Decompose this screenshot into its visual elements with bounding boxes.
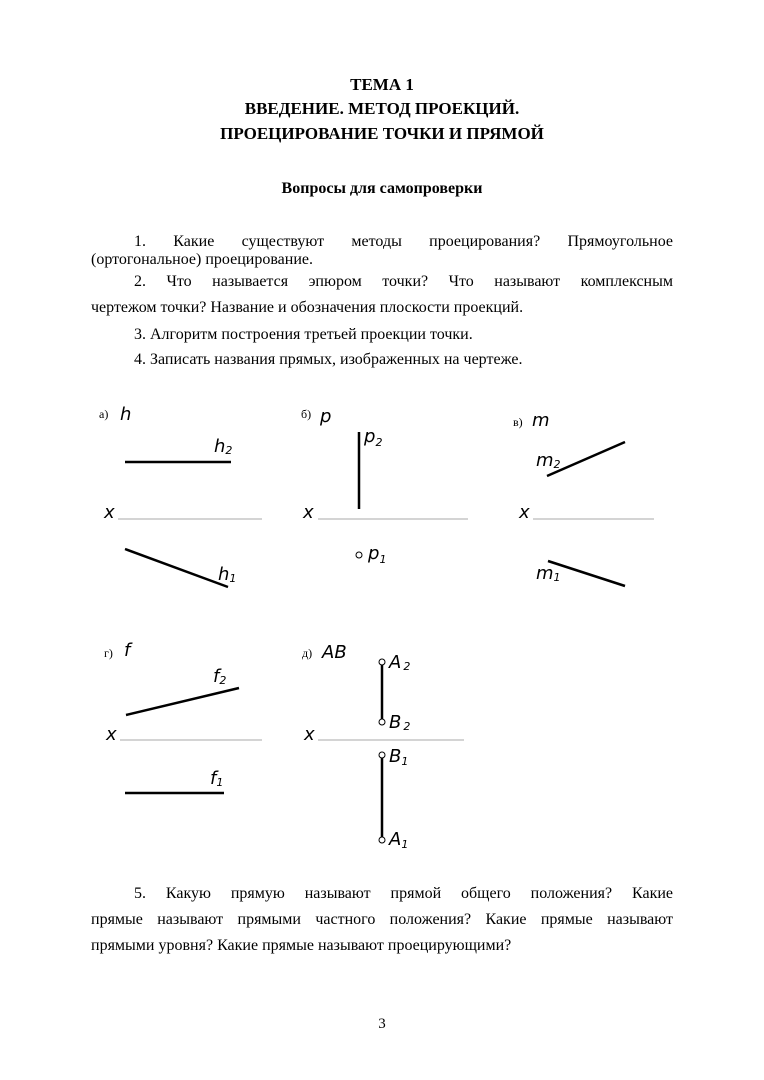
figure-v — [513, 410, 654, 586]
figure-d-caption: д) — [302, 646, 313, 660]
point-b2 — [379, 719, 385, 725]
figure-a-line-name: h — [120, 404, 132, 425]
figure-a — [99, 404, 262, 587]
question-1-line2: (ортогональное) проецирование. — [91, 251, 313, 268]
question-3-text: 3. Алгоритм построения третьей проекции точки. — [134, 326, 473, 343]
topic-title-line2: ПРОЕЦИРОВАНИЕ ТОЧКИ И ПРЯМОЙ — [220, 124, 544, 143]
question-5-line3: прямыми уровня? Какие прямые называют проецирующими? — [91, 937, 512, 954]
axis-x-label: x — [303, 502, 314, 523]
label-p1: $p_1$ — [368, 543, 387, 566]
point-a2 — [379, 659, 385, 665]
figure-v-caption: в) — [513, 415, 523, 429]
figure-a-caption: а) — [99, 407, 109, 421]
label-b1: B1 — [389, 746, 409, 768]
label-p2: $p_2$ — [364, 426, 383, 449]
label-h1: h1 — [218, 564, 237, 585]
axis-x-label: x — [304, 724, 315, 745]
question-1-line1: 1. Какие существуют методы проецирования? Прямоугольное — [134, 233, 673, 250]
label-a1: A1 — [389, 829, 409, 851]
page-number: 3 — [378, 1016, 386, 1032]
point-b1 — [379, 752, 385, 758]
figure-g-line-name: f — [124, 640, 131, 661]
figure-v-line-name: m — [532, 410, 550, 431]
figure-b-caption: б) — [301, 407, 312, 421]
question-2-line2: чертежом точки? Название и обозначения плоскости проекций. — [91, 299, 524, 316]
figure-g-caption: г) — [104, 646, 113, 660]
question-5-line2: прямые называют прямыми частного положения? Какие прямые называют — [91, 911, 673, 928]
label-f1: f1 — [210, 768, 224, 789]
label-a2: A 2 — [389, 652, 411, 673]
label-f2: f2 — [213, 666, 227, 687]
question-5 — [91, 882, 673, 958]
axis-x-label: x — [104, 502, 115, 523]
line-f2 — [126, 688, 239, 715]
label-h2: h2 — [214, 436, 233, 457]
line-h1 — [125, 549, 228, 587]
section-title: Вопросы для самопроверки — [281, 180, 483, 197]
label-m2: m2 — [536, 450, 561, 471]
figure-d-line-name: AB — [322, 642, 347, 663]
question-5-line1: 5. Какую прямую называют прямой общего положения? Какие — [134, 885, 673, 902]
topic-title-line1: ВВЕДЕНИЕ. МЕТОД ПРОЕКЦИЙ. — [244, 99, 520, 118]
label-m1: m1 — [536, 563, 561, 584]
question-4-text: 4. Записать названия прямых, изображенных на чертеже. — [134, 351, 523, 368]
figure-d — [302, 642, 464, 851]
figure-b — [301, 406, 468, 566]
question-2-line1: 2. Что называется эпюром точки? Что называют комплексным — [134, 273, 673, 290]
point-p1 — [356, 552, 362, 558]
topic-number: ТЕМА 1 — [350, 75, 414, 94]
label-b2: B 2 — [389, 712, 411, 733]
axis-x-label: x — [106, 724, 117, 745]
figure-b-line-name: p — [320, 406, 332, 427]
figure-g — [104, 640, 262, 793]
point-a1 — [379, 837, 385, 843]
axis-x-label: x — [519, 502, 530, 523]
